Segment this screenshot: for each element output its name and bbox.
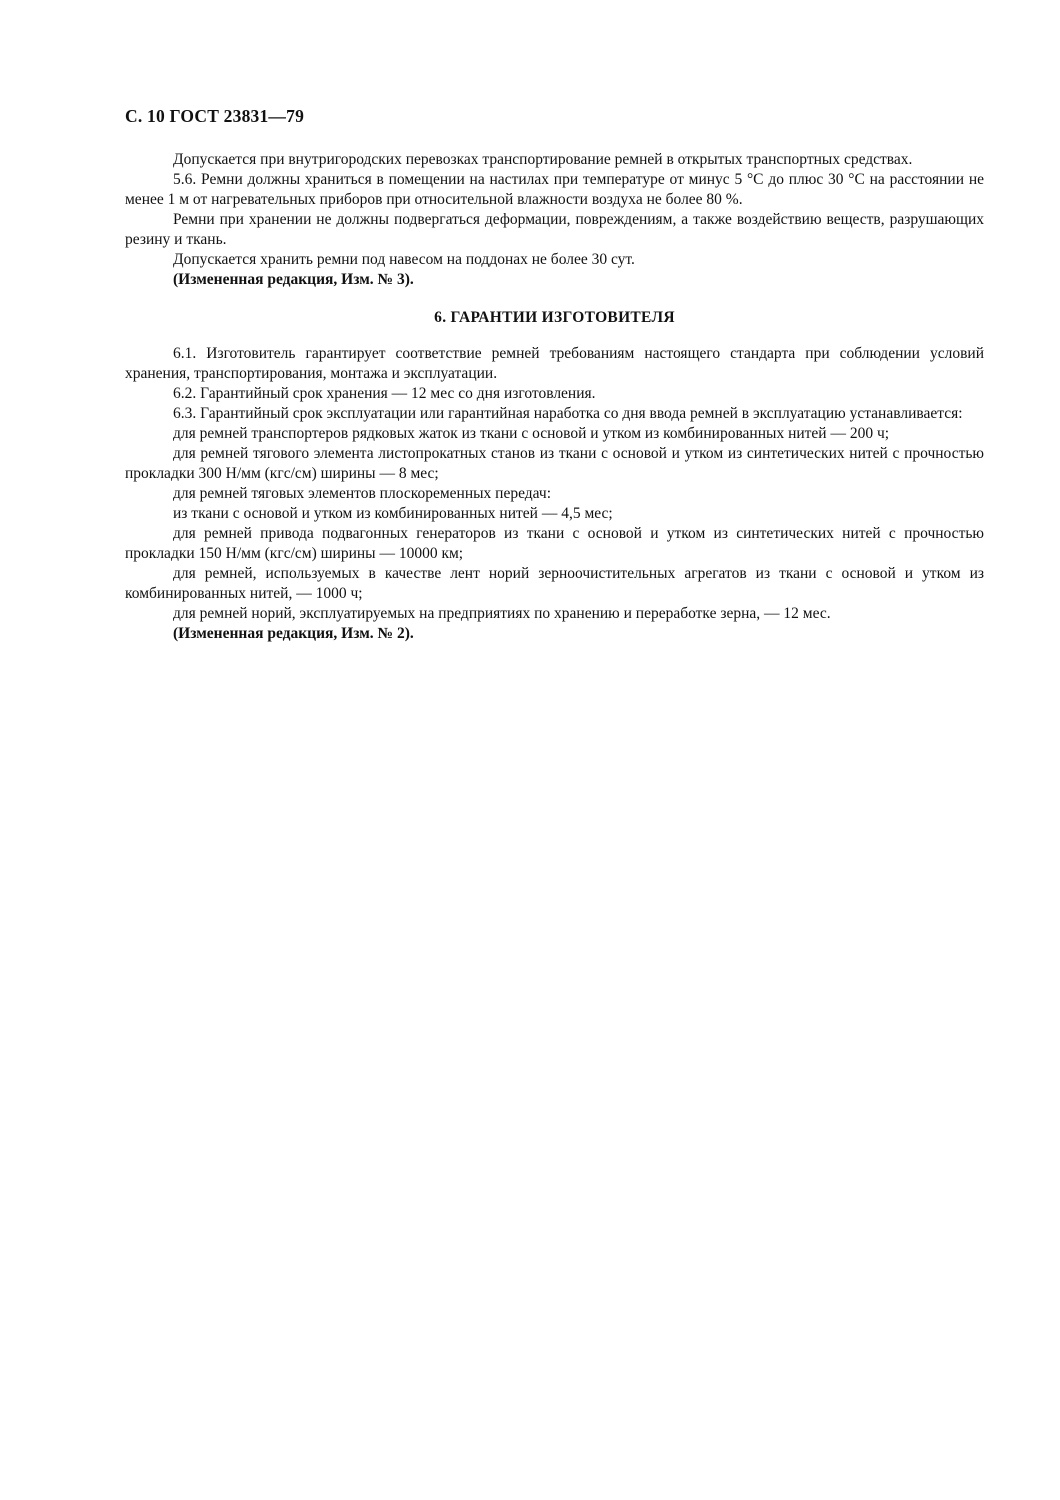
list-item-rolling-mills: для ремней тягового элемента листопрокатных станов из ткани с основой и утком из синтетических нитей с прочностью прокладки 300 Н/мм (кгс/см) ширины — 8 мес; [125,445,984,482]
list-item-flat-belt-drives: для ремней тяговых элементов плоскоременных передач: [173,485,552,502]
paragraph-6-2: 6.2. Гарантийный срок хранения — 12 мес со дня изготовления. [173,385,596,402]
amendment-note-2: (Измененная редакция, Изм. № 2). [173,625,414,642]
page-header: С. 10 ГОСТ 23831—79 [125,106,305,126]
paragraph-storage-shed: Допускается хранить ремни под навесом на поддонах не более 30 сут. [173,251,635,268]
paragraph-5-6-storage: 5.6. Ремни должны храниться в помещении на настилах при температуре от минус 5 °С до плюс 30 °С на расстоянии не менее 1 м от нагревательных приборов при относительной влажности воздуха не более 80 %. [125,171,984,208]
list-item-combined-threads: из ткани с основой и утком из комбинированных нитей — 4,5 мес; [173,505,613,522]
list-item-harvester-conveyors: для ремней транспортеров рядковых жаток из ткани с основой и утком из комбинированных нитей — 200 ч; [173,425,890,442]
amendment-note-3: (Измененная редакция, Изм. № 3). [173,271,414,288]
paragraph-6-1: 6.1. Изготовитель гарантирует соответствие ремней требованиям настоящего стандарта при соблюдении условий хранения, транспортирования, монтажа и эксплуатации. [125,345,984,382]
section-heading-manufacturer-guarantees: 6. ГАРАНТИИ ИЗГОТОВИТЕЛЯ [434,309,675,326]
paragraph-6-3: 6.3. Гарантийный срок эксплуатации или гарантийная наработка со дня ввода ремней в эксплуатацию устанавливается: [173,405,963,422]
list-item-grain-storage-elevators: для ремней норий, эксплуатируемых на предприятиях по хранению и переработке зерна, — 12 мес. [173,605,831,622]
list-item-grain-cleaning-elevators: для ремней, используемых в качестве лент норий зерноочистительных агрегатов из ткани с основой и утком из комбинированных нитей, — 1000 ч; [125,565,984,602]
list-item-railcar-generators: для ремней привода подвагонных генераторов из ткани с основой и утком из синтетических нитей с прочностью прокладки 150 Н/мм (кгс/см) ширины — 10000 км; [125,525,984,562]
paragraph-storage-deformation: Ремни при хранении не должны подвергаться деформации, повреждениям, а также воздействию веществ, разрушающих резину и ткань. [125,211,984,248]
paragraph-transport-open-vehicles: Допускается при внутригородских перевозках транспортирование ремней в открытых транспортных средствах. [173,151,913,168]
document-body [125,150,984,644]
